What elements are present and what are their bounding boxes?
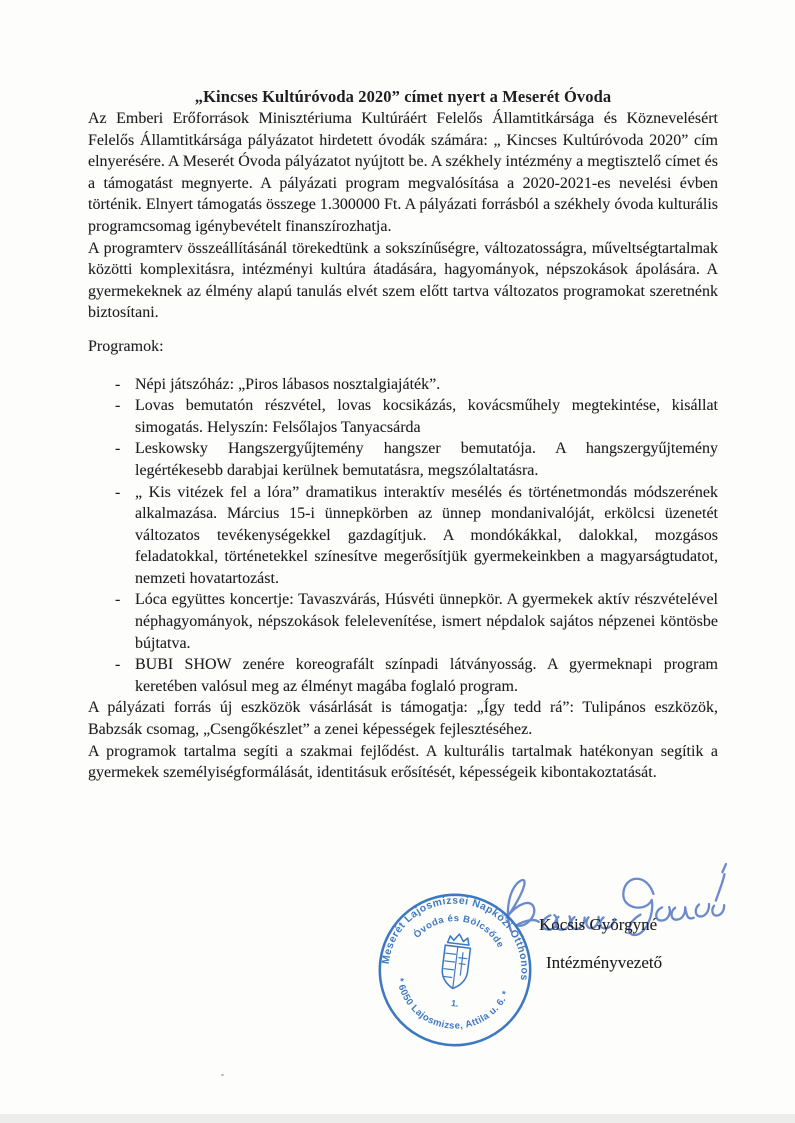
institution-stamp xyxy=(372,887,538,1053)
stamp-center-number: 1. xyxy=(450,997,460,1009)
program-item-text: „ Kis vitézek fel a lóra” dramatikus interaktív mesélés és történetmondás módszerének alkalmazása. Március 15-i ünnepkörben az ünnep mondanivalóját, erkölcsi üzenetét változatos tevékenységekkel gazdagítjuk. A mondókákkal, dalokkal, mozgásos feladatokkal, történetekkel színesítve megerősítjük gyermekeinkben a magyarságtudatot, nemzeti hovatartozást. xyxy=(135,483,718,587)
list-dash-marker: - xyxy=(115,397,121,415)
list-dash-marker: - xyxy=(115,656,121,674)
svg-text:Meserét Lajosmizsei Napközi Ot xyxy=(381,887,538,982)
programs-label: Programok: xyxy=(88,337,164,355)
program-item-text: Lóca együttes koncertje: Tavaszvárás, Húsvéti ünnepkör. A gyermekek aktív részvételével néphagyományok, népszokások felelevenítése, ismert népdalok sajátos népzenei köntösbe bújtatva. xyxy=(135,591,718,652)
list-dash-marker: - xyxy=(115,375,121,393)
list-dash-marker: - xyxy=(115,440,121,458)
handwritten-signature xyxy=(492,860,734,952)
document-body xyxy=(88,0,718,784)
stamp-bottom-arc-text: * 6050 Lajosmizse, Attila u. 6. * xyxy=(394,977,512,1032)
signatory-name: Kocsis Györgyné xyxy=(539,915,658,934)
scan-artifact-bottom-edge xyxy=(0,1114,795,1123)
program-item-text: Leskowsky Hangszergyűjtemény hangszer bemutatója. A hangszergyűjtemény legértékesebb darabjai kerülnek bemutatásra, megszólaltatásra. xyxy=(135,440,718,479)
document-title: „Kincses Kultúróvoda 2020” címet nyert a Meserét Óvoda xyxy=(194,87,612,106)
stamp-outer-arc-text: Meserét Lajosmizsei Napközi Otthonos xyxy=(380,895,530,982)
stamp-inner-arc-text: Óvoda és Bölcsőde xyxy=(411,913,506,951)
program-item-bubi-show xyxy=(115,654,718,697)
scan-artifact-speck xyxy=(221,1074,224,1076)
programs-list xyxy=(88,374,718,698)
list-dash-marker: - xyxy=(115,591,121,609)
paragraph-closing: A programok tartalma segíti a szakmai fejlődést. A kulturális tartalmak hatékonyan segítik a gyermekek személyiségformálását, identitásuk erősítését, képességeik kibontakoztatását. xyxy=(88,742,718,782)
paragraph-funding: A pályázati forrás új eszközök vásárlását is támogatja: „Így tedd rá”: Tulipános eszközök, Babzsák csomag, „Csengőkészlet” a zenei képességek fejlesztéséhez. xyxy=(88,699,718,739)
program-item-text: Lovas bemutatón részvétel, lovas kocsikázás, kovácsműhely megtekintése, kisállat simogatás. Helyszín: Felsőlajos Tanyacsárda xyxy=(135,397,718,436)
signatory-role: Intézményvezető xyxy=(546,953,663,972)
program-item-nepi-jatszohaz xyxy=(115,374,718,396)
paragraph-intro: Az Emberi Erőforrások Minisztériuma Kultúráért Felelős Államtitkársága és Köznevelésért Felelős Államtitkársága pályázatot hirdetett óvodák számára: „ Kincses Kultúróvoda 2020” cím elnyerésére. A Meserét Óvoda pályázatot nyújtott be. A székhely intézmény a megtisztelő címet és a támogatást megnyerte. A pályázati program megvalósítása a 2020-2021-es nevelési évben történik. Elnyert támogatás összege 1.300000 Ft. A pályázati forrásból a székhely óvoda kulturális programcsomag igénybevételt finanszírozhatja. xyxy=(88,110,718,235)
program-item-leskowsky xyxy=(115,438,718,481)
program-item-kis-vitezek xyxy=(115,482,718,590)
program-item-text: Népi játszóház: „Piros lábasos nosztalgiajáték”. xyxy=(135,375,441,393)
program-item-loca-egyuttes xyxy=(115,589,718,654)
svg-text:* 6050 Lajosmizse, Attila u. 6 xyxy=(389,976,513,1038)
program-item-lovas-bemutato xyxy=(115,395,718,438)
coat-of-arms-icon xyxy=(440,933,472,990)
svg-text:Óvoda és Bölcsőde xyxy=(410,908,509,952)
list-dash-marker: - xyxy=(115,483,121,501)
program-item-text: BUBI SHOW zenére koreografált színpadi látványosság. A gyermeknapi program keretében valósul meg az élményt magába foglaló program. xyxy=(135,656,718,695)
paragraph-program-plan: A programterv összeállításánál törekedtünk a sokszínűségre, változatosságra, műveltségtartalmak közötti komplexitásra, intézményi kultúra átadására, hagyományok, népszokások ápolására. A gyermekeknek az élmény alapú tanulás elvét szem előtt tartva változatos programokat szeretnénk biztosítani. xyxy=(88,239,718,322)
